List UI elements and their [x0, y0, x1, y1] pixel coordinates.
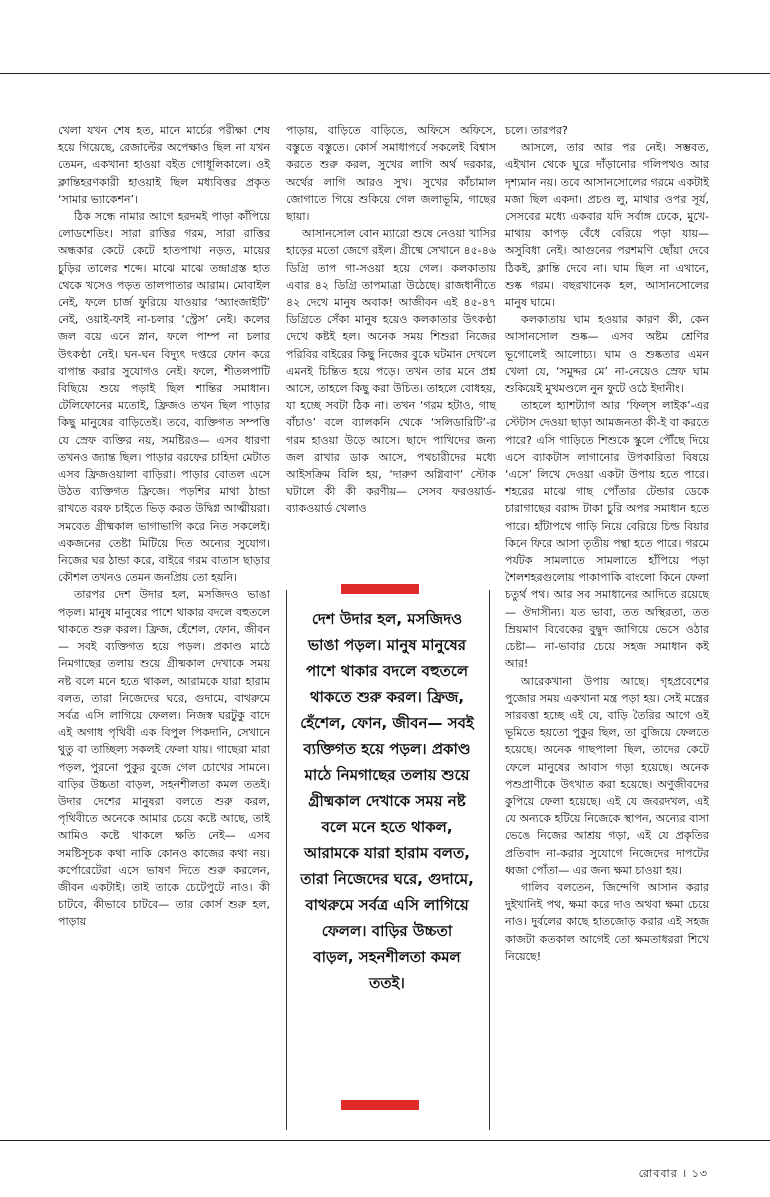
pull-quote-left-line	[286, 590, 287, 1130]
paragraph: তারপর দেশ উদার হল, মসজিদও ভাঙা পড়ল। মানুষ মানুষের পাশে থাকার বদলে বহুতলে থাকতে শুরু করল। ফ্রিজ, হেঁশেল, ফোন, জীবন— সবই ব্যক্তিগত হয়ে পড়ল। প্রকাণ্ড মাঠে নিমগাছের তলায় শুয়ে গ্রীষ্মকাল দেখাকে সময় নষ্ট বলে মনে হতে থাকল, আরামকে যারা হারাম বলত, তারা নিজেদের ঘরে, গুদামে, বাথরুমে সর্বত্র এসি লাগিয়ে ফেলল। নিজস্ব ঘরটুকু বাদে এই অগাধ পৃথিবী এক বিপুল পিকদানি, সেখানে থুতু বা তাচ্ছিল্য সকলই ফেলা যায়। গাছেরা মারা পড়ল, পুরনো পুকুর বুজে গেল চোখের সামনে। বাড়ির উচ্চতা বাড়ল, সহনশীলতা কমল ততই। উদার দেশের মানুষরা বলতে শুরু করল, পৃথিবীতে অনেকে আমার চেয়ে কষ্টে আছে, তাই আমিও কষ্টে থাকলে ক্ষতি নেই— এসব সমষ্টিসূচক কথা নাকি কোনও কাজের কথা নয়। কর্পোরেটেরা এসে ভাষণ দিতে শুরু করলেন, জীবন একটাই। তাই তাকে চেটেপুটে নাও। কী চাটবে, কীভাবে চাটবে— তার কোর্স শুরু হল, পাড়ায়	[58, 588, 270, 929]
top-rule	[0, 73, 770, 74]
pull-quote-right-line	[489, 590, 490, 1130]
footer-separator: ।	[682, 1167, 688, 1180]
bottom-rule	[0, 1140, 770, 1141]
pull-quote-bottom-bar	[341, 1100, 419, 1110]
paragraph: ঠিক সন্ধে নামার আগে হরদমই পাড়া কাঁপিয়ে লোডশেডিং। সারা রাত্তির গরম, সারা রাত্তির অন্ধকার কেটে কেটে হাতপাখা নড়ত, মায়ের চুড়ির তালের শব্দে। মাঝে মাঝে তন্দ্রাগ্রস্ত হাত থেকে খসেও পড়ত তালপাতার আরাম। মোবাইল নেই, ফলে চার্জ ফুরিয়ে যাওয়ার ‘অ্যাংজাইটি’ নেই, ওয়াই-ফাই না-চলার ‘স্ট্রেস’ নেই। কলের জল বয়ে এনে স্নান, ফলে পাম্প না চলার উৎকণ্ঠা নেই। ঘন-ঘন বিদ্যুৎ দপ্তরে ফোন করে বাপান্ত করার সুযোগও নেই। ফলে, শীতলপাটি বিছিয়ে শুয়ে পড়াই ছিল শান্তির সমাধান। টেলিফোনের মতোই, ফ্রিজও তখন ছিল পাড়ার কিছু মানুষের বাড়িতেই। তবে, ব্যক্তিগত সম্পত্তি যে স্রেফ ব্যক্তির নয়, সমষ্টিরও— এসব ধারণা তখনও জ্যান্ত ছিল। পাড়ার বরফের চাহিদা মেটাত এসব ফ্রিজওয়ালা বাড়িরা। পাড়ার বোতল এসে উঠত ব্যক্তিগত ফ্রিজে। পড়শির মাথা ঠান্ডা রাখতে বরফ চাইতে ভিড় করত উদ্বিগ্ন আত্মীয়রা। সমবেত গ্রীষ্মকাল ভাগাভাগি করে নিত সকলেই। একজনের তেষ্টা মিটিয়ে দিত অন্যের সুযোগ। নিজের ঘর ঠান্ডা করে, বাইরে গরম বাতাস ছাড়ার কৌশল তখনও তেমন জনপ্রিয় তো হয়নি।	[58, 210, 270, 585]
paragraph: চলে। তারপর?	[505, 124, 568, 137]
page-footer	[639, 1165, 708, 1184]
page-number: ১৩	[691, 1167, 708, 1180]
article-column-3	[505, 122, 709, 965]
article-column-1	[58, 122, 270, 931]
paragraph: তাহলে হ্যাশট্যাগ আর ‘ফিল্‌স লাইক’-এর স্টেটাস দেওয়া ছাড়া আমজনতা কী-ই বা করতে পারে? এসি গাড়িতে শিশুকে স্কুলে পৌঁছে দিয়ে এসে ব্যাকটাস লাগানোর উপকারিতা বিষয়ে ‘এসে’ লিখে দেওয়া একটা উপায় হতে পারে। শহরের মাঝে গাছ পোঁতার টেন্ডার ডেকে চারাগাছের বরাদ্দ টাকা চুরি অপর সমাধান হতে পারে। হাঁটাপথে গাড়ি নিয়ে বেরিয়ে চিল্ড বিয়ার কিনে ফিরে আসা তৃতীয় পন্থা হতে পারে। গরমে পর্যটক সামলাতে সামলাতে হাঁপিয়ে পড়া শৈলশহরগুলোয় পাকাপাকি বাংলো কিনে ফেলা চতুর্থ পথ। আর সব সমাধানের আদিতে রয়েছে— ঔদাসীন্য। যত ভাবা, তত অস্থিরতা, তত ম্রিয়মাণ বিবেকের বুদ্বুদ জাগিয়ে ভেসে ওঠার চেষ্টা— না-ভাবার চেয়ে সহজ সমাধান কই আর!	[505, 399, 709, 671]
paragraph: আসানসোল বোন ম্যারো শুষে নেওয়া খাসির হাড়ের মতো জেগে রইল। গ্রীষ্মে সেখানে ৪৫-৪৬ ডিগ্রি তাপ গা-সওয়া হয়ে গেল। কলকাতায় এবার ৪২ ডিগ্রি তাপমাত্রা উঠেছে। রাজধানীতে ৪২ দেখে মানুষ অবাক! আজীবন এই ৪৫-৪৭ ডিগ্রিতে সেঁকা মানুষ হয়েও কলকাতার উৎকণ্ঠা দেখে কষ্টই হল। অনেক সময় শিশুরা নিজের পরিবির বাইরের কিছু নিজের বুকে ঘটমান দেখলে এমনই চিন্তিত হয়ে পড়ে। তখন তার মনে প্রশ্ন আসে, তাহলে কিছু করা উচিত। তাহলে বোধহয়, যা হচ্ছে সবটা ঠিক না। তখন ‘গরম হটাও, গাছ বাঁচাও’ বলে ব্যালকনি থেকে ‘সলিডারিটি’-র গরম হাওয়া উড়ে আসে। ছাদে পাখিদের জন্য জল রাখার ডাক আসে, পথচারীদের মধ্যে আইসক্রিম বিলি হয়, ‘দারুণ অগ্নিবাণ’ স্টোক ঘটালে কী কী করণীয়— সেসব ফরওয়ার্ড-ব্যাকওয়ার্ড খেলাও	[286, 227, 496, 516]
paragraph: পাড়ায়, বাড়িতে বাড়িতে, অফিসে অফিসে, বস্তুতে বস্তুতে। কোর্স সমাধাপর্বে সকলেই বিশ্বাস করতে শুরু করল, সুখের লাগি অর্থ দরকার, অর্থের লাগি আরও সুখ। সুখের কাঁচামাল জোগাতে গিয়ে শুকিয়ে গেল জলাভূমি, গাছের ছায়া।	[286, 124, 496, 224]
paragraph: গালিব বলতেন, জিন্দেগি আসান করার দুইখানিই পথ, ক্ষমা করে দাও অথবা ক্ষমা চেয়ে নাও। দুর্বলের কাছে হাতজোড় করার এই সহজ কাজটা কতকাল আগেই তো ক্ষমতাধররা শিখে নিয়েছে!	[505, 880, 709, 963]
pull-quote: দেশ উদার হল, মসজিদও ভাঙা পড়ল। মানুষ মানুষের পাশে থাকার বদলে বহুতলে থাকতে শুরু করল। ফ্রিজ, হেঁশেল, ফোন, জীবন— সবই ব্যক্তিগত হয়ে পড়ল। প্রকাণ্ড মাঠে নিমগাছের তলায় শুয়ে গ্রীষ্মকাল দেখাকে সময় নষ্ট বলে মনে হতে থাকল, আরামকে যারা হারাম বলত, তারা নিজেদের ঘরে, গুদামে, বাথরুমে সর্বত্র এসি লাগিয়ে ফেলল। বাড়ির উচ্চতা বাড়ল, সহনশীলতা কমল ততই।	[300, 610, 474, 992]
paragraph: আরেকখানা উপায় আছে। গৃহপ্রবেশের পুজোর সময় একখানা মন্ত্র পড়া হয়। সেই মন্ত্রের সারবত্তা হচ্ছে এই যে, বাড়ি তৈরির আগে ওই ভূমিতে হয়তো পুকুর ছিল, তা বুজিয়ে ফেলতে হয়েছে। অনেক গাছপালা ছিল, তাদের কেটে ফেলে মানুষের আবাস গড়া হয়েছে। অনেক পশুপ্রাণীকে উৎখাত করা হয়েছে। অণুজীবদের কুপিয়ে ফেলা হয়েছে। এই যে জবরদখল, এই যে অন্যকে হটিয়ে নিজেকে স্থাপন, অন্যের বাসা ভেঙে নিজের আশ্রয় গড়া, এই যে প্রকৃতির প্রতিবাদ না-করার সুযোগে নিজেদের দাপটের ধ্বজা পোঁতা— এর জন্য ক্ষমা চাওয়া হয়।	[505, 674, 709, 877]
paragraph: কলকাতায় ঘাম হওয়ার কারণ কী, কেন আসানসোল শুষ্ক— এসব অষ্টম শ্রেণির ভূগোলেই আলোচ্য। ঘাম ও শুষ্কতার এমন খেলা যে, ‘সমুদ্দর মে’ না-নেয়েও স্রেফ ঘাম শুকিয়েই মুখমণ্ডলে নুন ফুটে ওঠে ইদানীং।	[505, 313, 709, 396]
paragraph: খেলা যখন শেষ হত, মানে মার্চের পরীক্ষা শেষ হয়ে গিয়েছে, রেজাল্টের অপেক্ষাও ছিল না যখন তেমন, একখানা হাওয়া বইত গোধূলিকালে। ওই ক্লান্তিহরণকারী হাওয়াই ছিল মধ্যবিত্তর প্রকৃত ‘সামার ভ্যাকেশন’।	[58, 124, 270, 206]
column-divider	[280, 122, 281, 142]
section-name: রোববার	[638, 1167, 678, 1180]
article-column-2	[286, 122, 496, 518]
pull-quote-top-bar	[341, 584, 419, 594]
paragraph: আসলে, তার আর পর নেই। সম্ভবত, এইখান থেকে ঘুরে দাঁড়ানোর গলিপথও আর দৃশ্যমান নয়। তবে আসানসোলের গরমে একটাই মজা ছিল একদা। প্রচণ্ড লু, মাথার ওপর সূর্য, সেসবের মধ্যে একবার যদি সর্বাঙ্গ ঢেকে, মুখে-মাথায় কাপড় বেঁধে বেরিয়ে পড়া যায়— অসুবিধা নেই। আগুনের পরশমণি ছোঁয়া দেবে ঠিকই, ক্লান্তি দেবে না। ঘাম ছিল না এখানে, শুষ্ক গরম। বছরখানেক হল, আসানসোলের মানুষ ঘামে।	[505, 141, 709, 310]
